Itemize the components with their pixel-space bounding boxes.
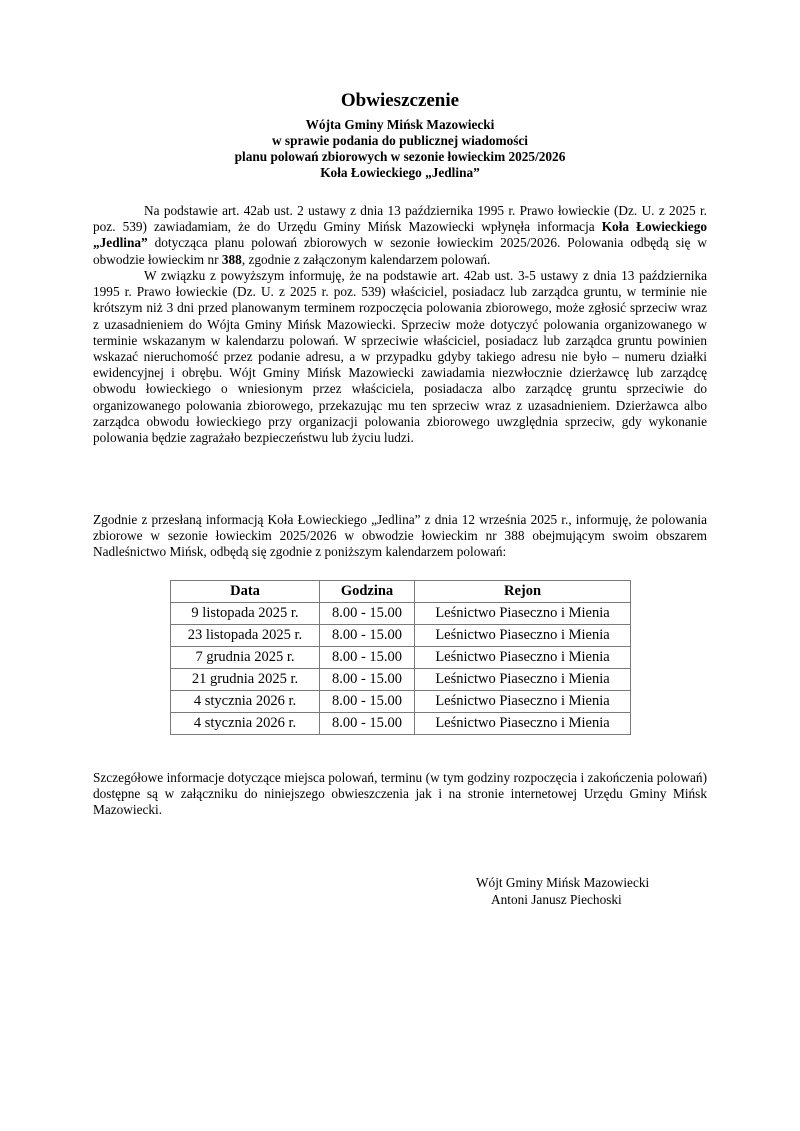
p1-club-name: Koła Łowieckiego „Jedlina”	[93, 219, 707, 251]
p1-district-number: 388	[221, 251, 242, 267]
table-row	[171, 691, 631, 713]
signature-name: Antoni Janusz Piechoski	[491, 892, 622, 907]
paragraph-objection-rules	[93, 268, 707, 446]
table-row	[171, 647, 631, 669]
cell-hour: 8.00 - 15.00	[320, 691, 415, 713]
cell-hour: 8.00 - 15.00	[320, 669, 415, 691]
p3-text: Zgodnie z przesłaną informacją Koła Łowieckiego „Jedlina” z dnia 12 września 2025 r., informuję, że polowania zbiorowe w sezonie łowieckim 2025/2026 w obwodzie łowieckim nr 388 obejmującym swoim obszarem Nadleśnictwo Mińsk, odbędą się zgodnie z poniższym kalendarzem polowań:	[93, 512, 707, 560]
table-row	[171, 603, 631, 625]
table-row	[171, 669, 631, 691]
p1-text-c: dotycząca planu polowań zbiorowych w sezonie łowieckim 2025/2026. Polowania odbędą się w obwodzie łowieckim nr	[93, 235, 707, 267]
cell-hour: 8.00 - 15.00	[320, 603, 415, 625]
cell-date: 9 listopada 2025 r.	[171, 603, 320, 625]
cell-region: Leśnictwo Piaseczno i Mienia	[415, 669, 631, 691]
paragraph-legal-basis	[93, 203, 707, 268]
cell-region: Leśnictwo Piaseczno i Mienia	[415, 603, 631, 625]
cell-date: 23 listopada 2025 r.	[171, 625, 320, 647]
cell-date: 7 grudnia 2025 r.	[171, 647, 320, 669]
signature-block	[476, 874, 649, 908]
cell-date: 21 grudnia 2025 r.	[171, 669, 320, 691]
subtitle-line-3: planu polowań zbiorowych w sezonie łowieckim 2025/2026	[234, 149, 566, 164]
cell-hour: 8.00 - 15.00	[320, 647, 415, 669]
cell-date: 4 stycznia 2026 r.	[171, 713, 320, 735]
paragraph-calendar-intro	[93, 512, 707, 561]
table-row	[171, 625, 631, 647]
subtitle-line-2: w sprawie podania do publicznej wiadomości	[272, 133, 528, 148]
signature-role: Wójt Gminy Mińsk Mazowiecki	[476, 875, 650, 890]
hunting-calendar-table	[170, 580, 631, 735]
cell-hour: 8.00 - 15.00	[320, 713, 415, 735]
p1-text-a: Na podstawie art. 42ab ust. 2 ustawy z dnia 13 października 1995 r. Prawo łowieckie (Dz. U. z 2025 r. poz. 539) zawiadamiam, że do Urzędu Gminy Mińsk Mazowiecki wpłynęła informacja	[93, 203, 707, 235]
cell-date: 4 stycznia 2026 r.	[171, 691, 320, 713]
cell-hour: 8.00 - 15.00	[320, 625, 415, 647]
paragraph-details-info	[93, 770, 707, 819]
header-region: Rejon	[415, 581, 631, 603]
document-title: Obwieszczenie	[340, 90, 460, 111]
p2-text: W związku z powyższym informuję, że na podstawie art. 42ab ust. 3-5 ustawy z dnia 13 października 1995 r. Prawo łowieckie (Dz. U. z 2025 r. poz. 539) właściciel, posiadacz lub zarządca gruntu, w terminie nie krótszym niż 3 dni przed planowanym terminem rozpoczęcia polowania zbiorowego, może zgłosić sprzeciw wraz z uzasadnieniem do Wójta Gminy Mińsk Mazowiecki. Sprzeciw może dotyczyć polowania organizowanego w terminie wskazanym w kalendarzu polowań. W sprzeciwie właściciel, posiadacz lub zarządca gruntu powinien wskazać nieruchomość przez podanie adresu, a w przypadku gdyby takiego adresu nie było – numeru działki ewidencyjnej i obrębu. Wójt Gminy Mińsk Mazowiecki zawiadamia niezwłocznie dzierżawcę lub zarządcę obwodu łowieckiego o wniesionym przez właściciela, posiadacza albo zarządcę gruntu sprzeciwie do organizowanego polowania zbiorowego, przekazując mu ten sprzeciw wraz z uzasadnieniem. Dzierżawca albo zarządca obwodu łowieckiego przy organizacji polowania zbiorowego uwzględnia sprzeciw, gdy wykonanie polowania będzie zagrażało bezpieczeństwu lub życiu ludzi.	[93, 268, 707, 446]
table-header-row	[171, 581, 631, 603]
p1-text-e: , zgodnie z załączonym kalendarzem polowań.	[241, 251, 491, 267]
cell-region: Leśnictwo Piaseczno i Mienia	[415, 691, 631, 713]
header-date: Data	[171, 581, 320, 603]
header-hour: Godzina	[320, 581, 415, 603]
cell-region: Leśnictwo Piaseczno i Mienia	[415, 625, 631, 647]
table-row	[171, 713, 631, 735]
subtitle-line-1: Wójta Gminy Mińsk Mazowiecki	[305, 117, 495, 132]
cell-region: Leśnictwo Piaseczno i Mienia	[415, 713, 631, 735]
p4-text: Szczegółowe informacje dotyczące miejsca polowań, terminu (w tym godziny rozpoczęcia i zakończenia polowań) dostępne są w załączniku do niniejszego obwieszczenia jak i na stronie internetowej Urzędu Gminy Mińsk Mazowiecki.	[93, 770, 707, 818]
subtitle-line-4: Koła Łowieckiego „Jedlina”	[320, 165, 480, 180]
cell-region: Leśnictwo Piaseczno i Mienia	[415, 647, 631, 669]
